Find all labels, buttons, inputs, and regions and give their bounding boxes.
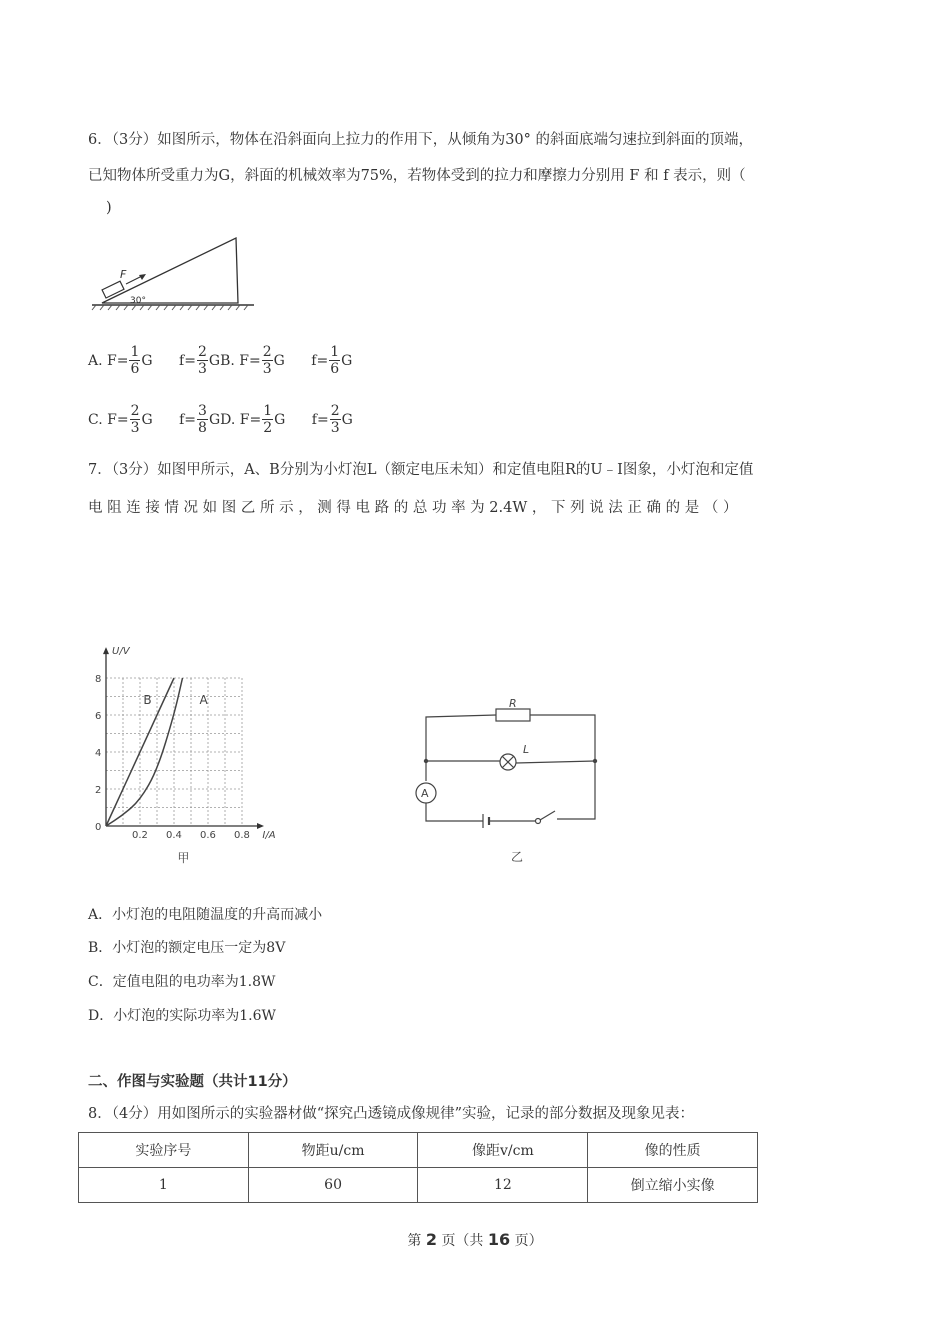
x-tick-label: 0.8	[234, 830, 250, 841]
ground-line	[92, 305, 254, 310]
q7-text-line1: 7．（3分）如图甲所示，A、B分别为小灯泡L（额定电压未知）和定值电阻R的U﹣I图象，小灯泡和定值	[88, 462, 754, 478]
circuit-caption: 乙	[511, 850, 524, 864]
y-tick-label: 2	[95, 785, 102, 796]
table-row	[79, 1168, 758, 1203]
wire-left-top	[426, 715, 496, 761]
page-footer: 第 2 页（共 16 页）	[407, 1230, 543, 1249]
table-header: 像距v/cm	[418, 1133, 588, 1168]
q6-options-row2: C. F= $\frac{2}{3}$ G f= $\frac{3}{8}$ GD. F= $\frac{1}{2}$ G f= $\frac{2}{3}$ G	[88, 403, 353, 436]
q7-option-a: A．小灯泡的电阻随温度的升高而减小	[88, 907, 323, 923]
ammeter-label: A	[421, 787, 429, 800]
y-axis-label: U/V	[112, 645, 130, 657]
table-cell: 倒立缩小实像	[588, 1168, 758, 1203]
section-title: 二、作图与实验题（共计11分）	[88, 1074, 297, 1090]
q6-text-line2: 已知物体所受重力为G，斜面的机械效率为75%，若物体受到的拉力和摩擦力分别用 F 和 f 表示，则（	[88, 168, 746, 184]
x-axis-label: I/A	[262, 830, 276, 841]
ui-chart	[88, 640, 298, 870]
wire-lamp-right	[516, 761, 595, 763]
chart-grid	[106, 678, 242, 826]
y-tick-label: 8	[95, 674, 102, 685]
circuit-diagram	[405, 695, 610, 870]
q6-text-line3: )	[106, 200, 112, 216]
resistor	[496, 709, 530, 721]
y-tick-labels	[95, 674, 101, 796]
lamp-label: L	[523, 743, 530, 756]
chart-caption: 甲	[177, 851, 190, 865]
x-tick-label: 0.4	[166, 830, 182, 841]
origin-label: 0	[95, 822, 102, 833]
table-header: 实验序号	[79, 1133, 249, 1168]
x-tick-label: 0.2	[132, 830, 148, 841]
table-cell: 12	[418, 1168, 588, 1203]
resistor-label: R	[509, 697, 517, 710]
q7-option-d: D．小灯泡的实际功率为1.6W	[88, 1008, 276, 1024]
force-label: F	[120, 268, 127, 281]
x-axis-arrow	[257, 823, 264, 829]
table-header: 物距u/cm	[248, 1133, 418, 1168]
angle-label: 30°	[130, 296, 146, 306]
wire-right-top	[530, 715, 595, 761]
q6-options-row1: A. F= $\frac{1}{6}$ G f= $\frac{2}{3}$ GB. F= $\frac{2}{3}$ G f= $\frac{1}{6}$ G	[88, 344, 353, 377]
q7-option-c: C．定值电阻的电功率为1.8W	[88, 974, 276, 990]
series-label-B: B	[143, 692, 152, 707]
table-header: 像的性质	[588, 1133, 758, 1168]
q7-option-b: B．小灯泡的额定电压一定为8V	[88, 940, 286, 956]
table-cell: 1	[79, 1168, 249, 1203]
y-tick-label: 4	[95, 748, 102, 759]
data-table	[78, 1132, 758, 1203]
y-tick-label: 6	[95, 711, 102, 722]
wire-bottom-right	[557, 761, 595, 819]
wire-bottom-left	[426, 803, 483, 821]
page-number: 2	[425, 1230, 437, 1249]
switch-pivot	[536, 819, 541, 824]
q7-text-line2: 电 阻 连 接 情 况 如 图 乙 所 示 ， 测 得 电 路 的 总 功 率 为 2.4W ， 下 列 说 法 正 确 的 是 （ ）	[88, 500, 738, 516]
series-label-A: A	[199, 692, 208, 707]
x-tick-label: 0.6	[200, 830, 216, 841]
table-cell: 60	[248, 1168, 418, 1203]
block	[102, 281, 124, 298]
y-axis-arrow	[103, 647, 109, 654]
table-header-row	[79, 1133, 758, 1168]
q6-text-line1: 6．（3分）如图所示，物体在沿斜面向上拉力的作用下，从倾角为30° 的斜面底端匀速拉到斜面的顶端，	[88, 132, 754, 148]
x-tick-labels	[132, 830, 250, 841]
q8-text-line1: 8．（4分）用如图所示的实验器材做“探究凸透镜成像规律”实验，记录的部分数据及现象见表：	[88, 1106, 695, 1122]
switch-blade	[540, 811, 555, 820]
incline-figure	[88, 232, 258, 312]
page-total: 16	[487, 1230, 511, 1249]
